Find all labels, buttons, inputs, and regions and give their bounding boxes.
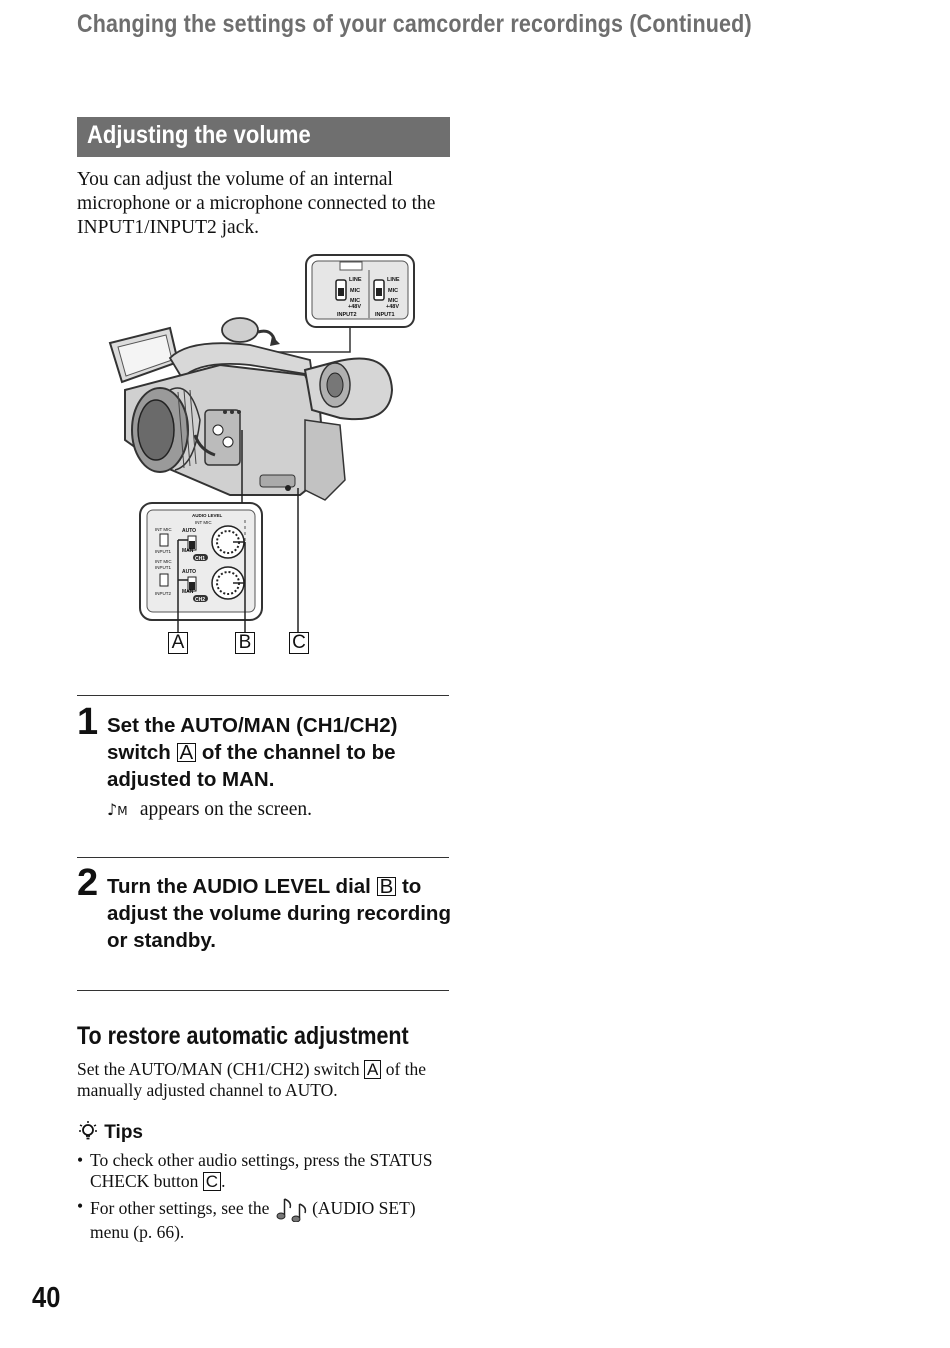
audio-level-label: AUDIO LEVEL — [192, 513, 223, 518]
tips-heading-text: Tips — [104, 1122, 143, 1143]
input1-mic-label: MIC — [388, 288, 399, 294]
section-header-bar — [77, 117, 450, 157]
page-number: 40 — [32, 1282, 61, 1314]
tip-2-bullet: • — [77, 1196, 84, 1216]
tips-heading — [77, 1120, 143, 1144]
step-1-number: 1 — [77, 701, 99, 743]
ch1-badge: CH1 — [195, 556, 206, 562]
man-2-label: MAN — [182, 589, 194, 595]
int-mic-top-label: INT MIC — [195, 520, 212, 525]
input2-mic48-label: MIC — [350, 298, 361, 304]
music-note-m-icon: ♪M — [107, 800, 128, 819]
tip-1-ref-c: C — [203, 1172, 221, 1191]
step-2-divider — [77, 857, 449, 858]
step-2-text — [107, 873, 452, 954]
step-1-divider — [77, 695, 449, 696]
auto-1-label: AUTO — [182, 528, 197, 534]
step-2-text-before: Turn the AUDIO LEVEL dial — [107, 875, 371, 898]
input1-line-label: LINE — [387, 277, 400, 283]
step-1-text-after: of the channel to be adjusted to MAN. — [107, 741, 396, 791]
lightbulb-icon — [77, 1120, 99, 1142]
step-1-note — [107, 799, 312, 821]
restore-paragraph — [77, 1059, 457, 1101]
tip-item-1 — [77, 1150, 450, 1192]
input1-mic48-label: MIC — [388, 298, 399, 304]
step-1-text — [107, 712, 452, 793]
step-2-number: 2 — [77, 862, 99, 904]
input1-label-a: INPUT1 — [155, 549, 172, 554]
input2-mic-label: MIC — [350, 288, 361, 294]
int-mic-1-label: INT MIC — [155, 527, 172, 532]
callout-label-c: C — [289, 632, 309, 654]
input2-line-label: LINE — [349, 277, 362, 283]
tip-2-before: For other settings, see the — [90, 1198, 270, 1218]
camcorder-illustration — [100, 250, 430, 660]
input-switch-panel — [306, 255, 414, 327]
audio-level-panel — [140, 503, 262, 620]
step-1-ref-a: A — [177, 743, 197, 762]
restore-heading: To restore automatic adjustment — [77, 1022, 409, 1050]
callout-label-b: B — [235, 632, 255, 654]
step-1-note-text: appears on the screen. — [139, 799, 313, 820]
restore-ref-a: A — [364, 1060, 381, 1079]
intro-paragraph: You can adjust the volume of an internal microphone or a microphone connected to the INPUT1/INPUT2 jack. — [77, 169, 436, 238]
int-mic-2-label: INT MIC — [155, 559, 172, 564]
input2-label-b: INPUT2 — [155, 591, 172, 596]
callout-label-a: A — [168, 632, 188, 654]
step-2-ref-b: B — [377, 877, 397, 896]
steps-end-divider — [77, 990, 449, 991]
input2-48v-label: +48V — [348, 304, 361, 310]
input2-label: INPUT2 — [337, 312, 357, 318]
tip-1-after: . — [221, 1171, 226, 1191]
input1-label-b: INPUT1 — [155, 565, 172, 570]
double-music-note-icon — [274, 1196, 308, 1222]
page-title: Changing the settings of your camcorder recordings (Continued) — [77, 10, 752, 38]
section-title: Adjusting the volume — [87, 121, 311, 149]
input1-48v-label: +48V — [386, 304, 399, 310]
restore-text-after: of the manually adjusted channel to AUTO. — [77, 1059, 427, 1100]
input1-label: INPUT1 — [375, 312, 395, 318]
tip-2-after: (AUDIO SET) menu (p. 66). — [90, 1198, 416, 1242]
step-1-text-before: Set the AUTO/MAN (CH1/CH2) switch — [107, 714, 398, 764]
tip-1-before: To check other audio settings, press the STATUS CHECK button — [90, 1150, 433, 1191]
ch2-badge: CH2 — [195, 597, 206, 603]
tip-item-2 — [77, 1196, 450, 1243]
restore-text-before: Set the AUTO/MAN (CH1/CH2) switch — [77, 1059, 360, 1079]
tip-1-bullet: • — [77, 1150, 84, 1170]
man-1-label: MAN — [182, 548, 194, 554]
step-2-text-after: to adjust the volume during recording or standby. — [107, 875, 451, 952]
auto-2-label: AUTO — [182, 569, 197, 575]
